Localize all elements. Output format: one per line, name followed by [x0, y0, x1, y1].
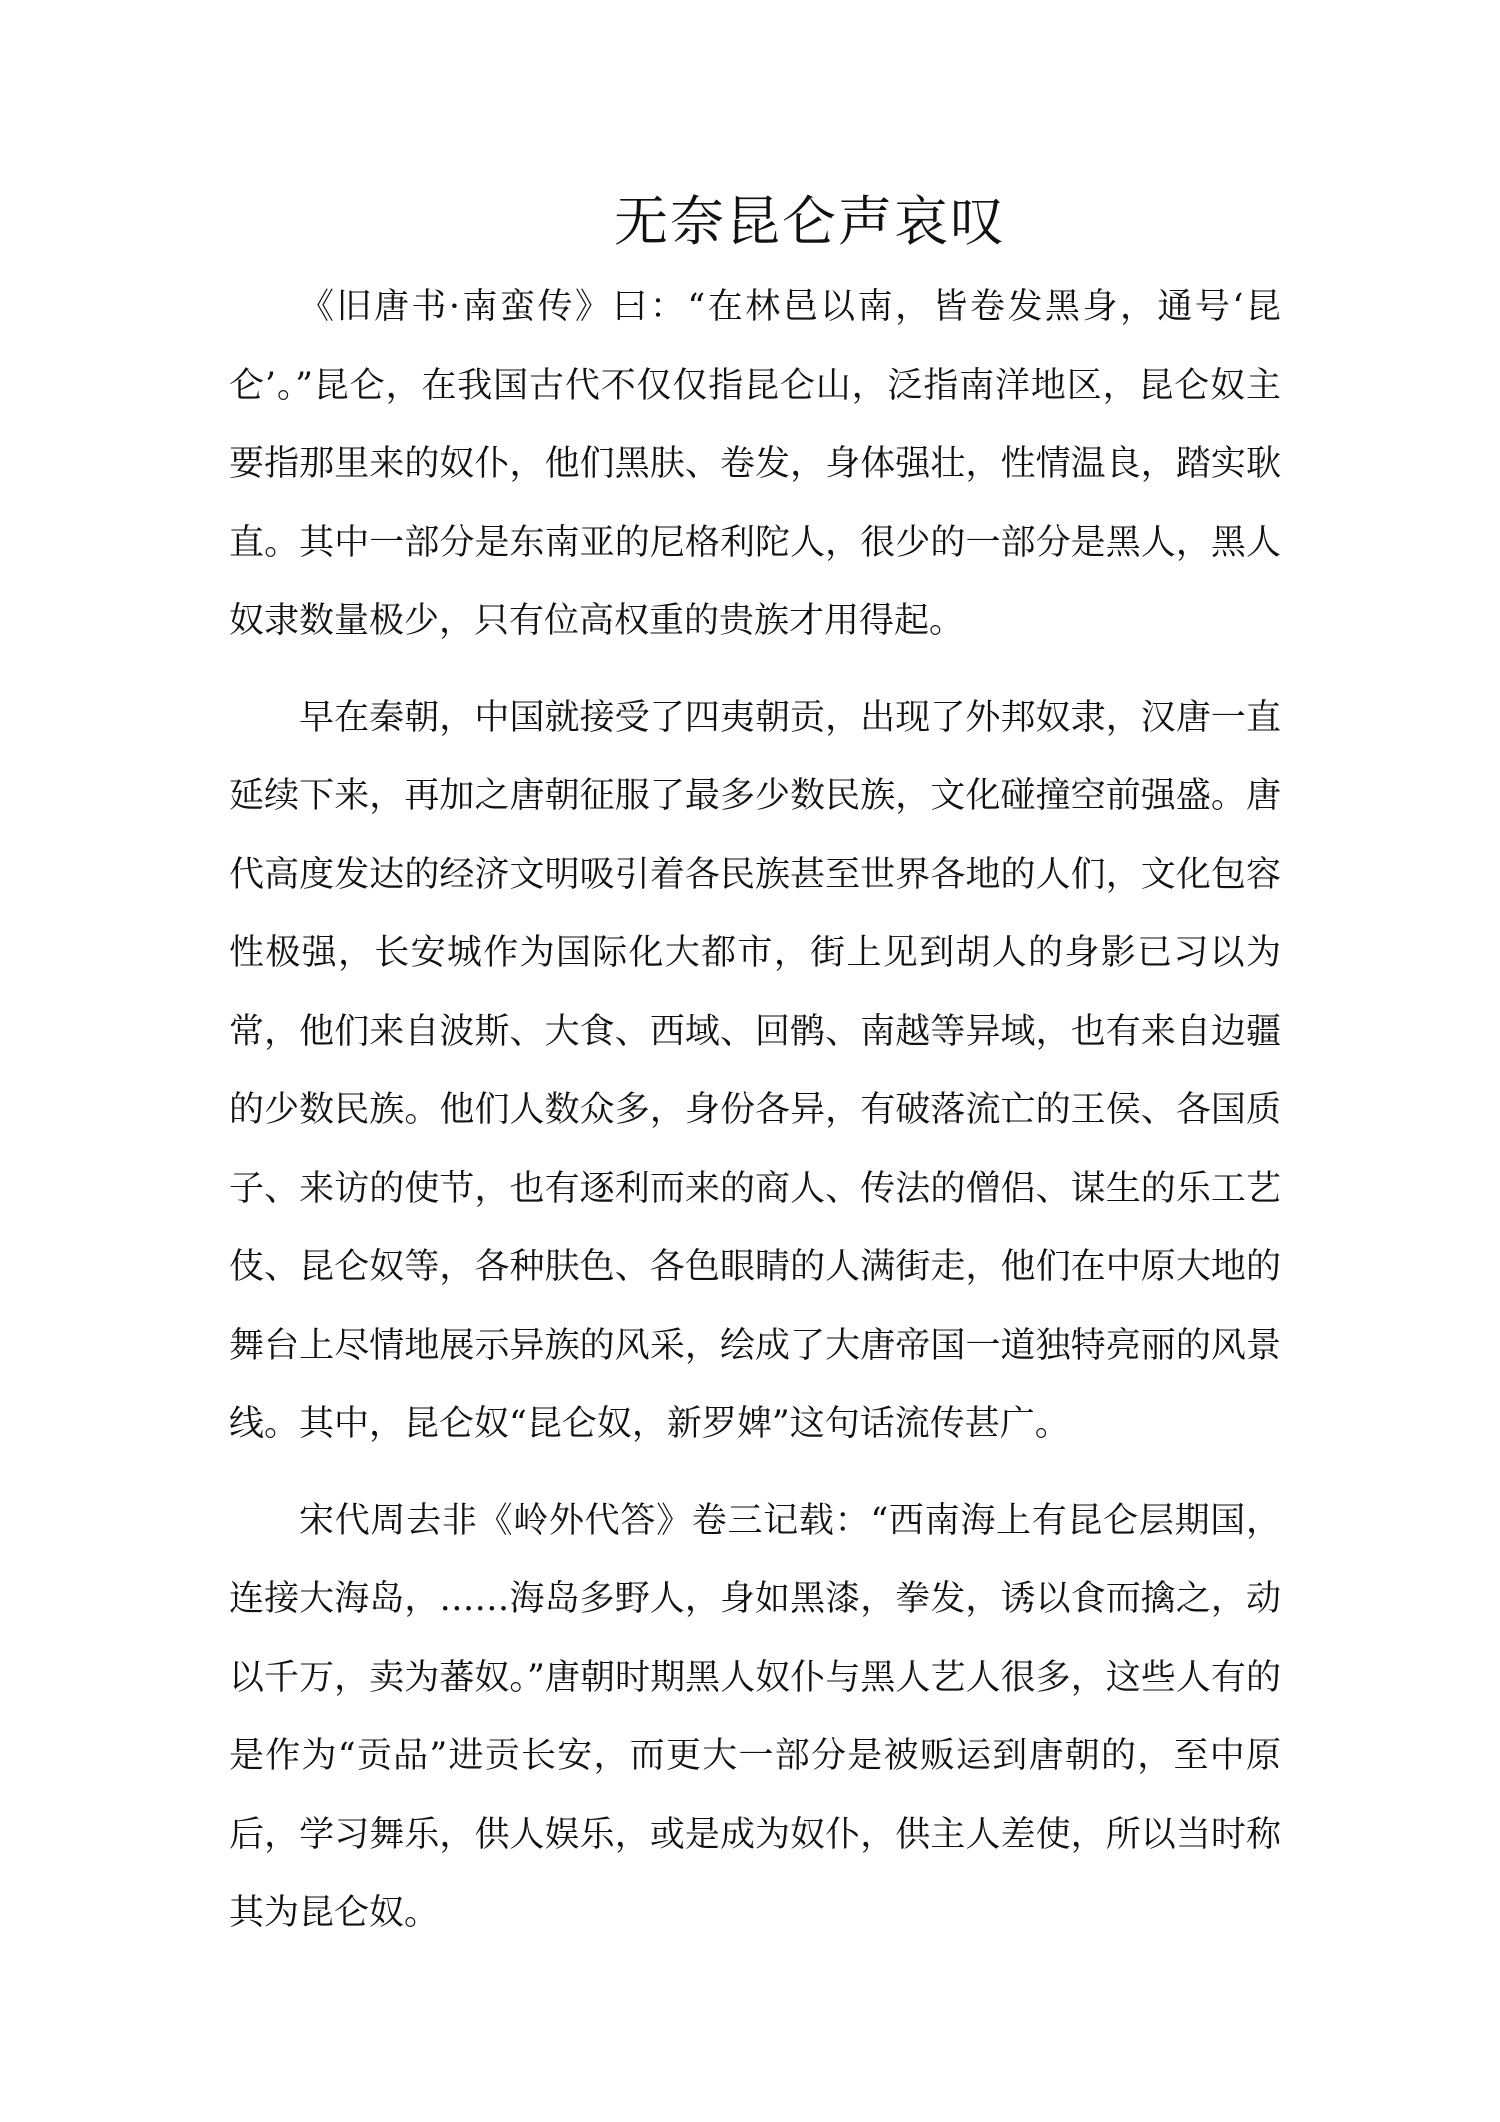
paragraph-2: 早在秦朝，中国就接受了四夷朝贡，出现了外邦奴隶，汉唐一直延续下来，再加之唐朝征服了最多少数民族，文化碰撞空前强盛。唐代高度发达的经济文明吸引着各民族甚至世界各地的人们，文化包容性极强，长安城作为国际化大都市，街上见到胡人的身影已习以为常，他们来自波斯、大食、西域、回鹘、南越等异域，也有来自边疆的少数民族。他们人数众多，身份各异，有破落流亡的王侯、各国质子、来访的使节，也有逐利而来的商人、传法的僧侣、谋生的乐工艺伎、昆仑奴等，各种肤色、各色眼睛的人满街走，他们在中原大地的舞台上尽情地展示异族的风采，绘成了大唐帝国一道独特亮丽的风景线。其中，昆仑奴“昆仑奴，新罗婢”这句话流传甚广。 — [229, 697, 1281, 1444]
document-title: 无奈昆仑声哀叹 — [614, 190, 1006, 253]
paragraph-3: 宋代周去非《岭外代答》卷三记载：“西南海上有昆仑层期国，连接大海岛，……海岛多野人，身如黑漆，拳发，诱以食而擒之，动以千万，卖为蕃奴。”唐朝时期黑人奴仆与黑人艺人很多，这些人有的是作为“贡品”进贡长安，而更大一部分是被贩运到唐朝的，至中原后，学习舞乐，供人娱乐，或是成为奴仆，供主人差使，所以当时称其为昆仑奴。 — [229, 1500, 1281, 1933]
document-body — [229, 268, 1281, 1971]
paragraph-1: 《旧唐书·南蛮传》曰：“在林邑以南，皆卷发黑身，通号‘昆仑’。”昆仑，在我国古代不仅仅指昆仑山，泛指南洋地区，昆仑奴主要指那里来的奴仆，他们黑肤、卷发，身体强壮，性情温良，踏实耿直。其中一部分是东南亚的尼格利陀人，很少的一部分是黑人，黑人奴隶数量极少，只有位高权重的贵族才用得起。 — [229, 287, 1281, 641]
